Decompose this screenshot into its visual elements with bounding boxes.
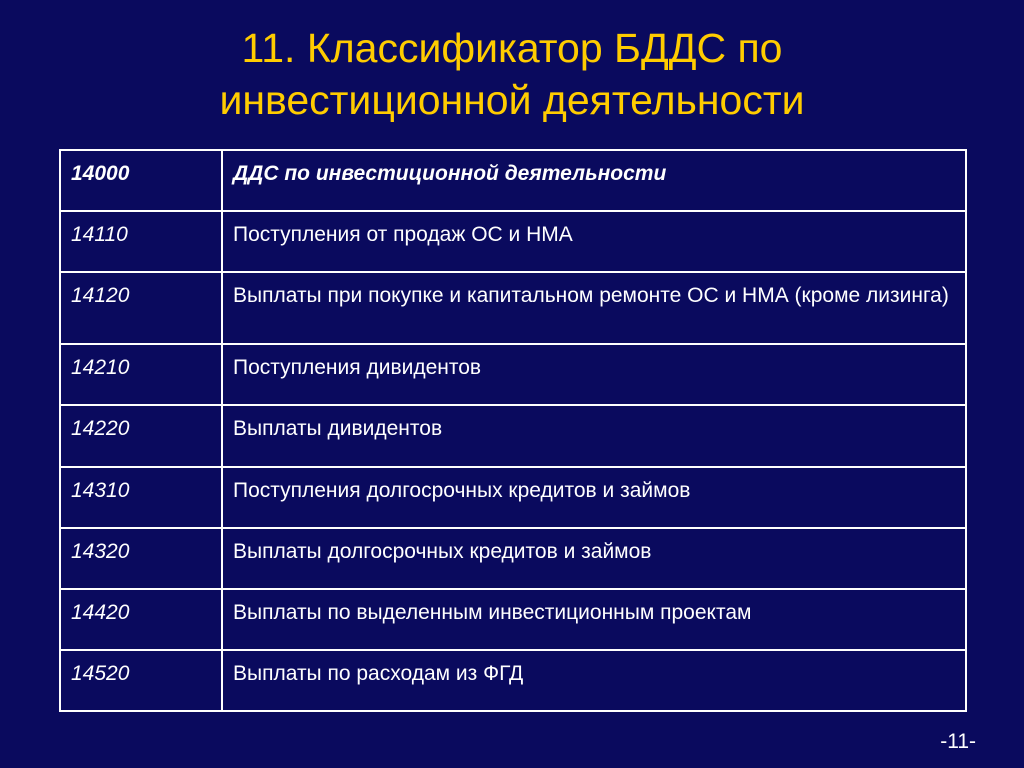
- table-cell-code: 14320: [60, 528, 222, 589]
- table-cell-description: Поступления дивидентов: [222, 344, 966, 405]
- table-row: [60, 650, 966, 711]
- page-number: -11-: [940, 730, 976, 753]
- title-line-1: 11. Классификатор БДДС по: [241, 25, 783, 71]
- table-cell-description: Выплаты долгосрочных кредитов и займов: [222, 528, 966, 589]
- table-cell-code: 14120: [60, 272, 222, 344]
- table-cell-description: Выплаты дивидентов: [222, 405, 966, 466]
- table-cell-description: Поступления от продаж ОС и НМА: [222, 211, 966, 272]
- table-row: [60, 528, 966, 589]
- table-cell-code: 14000: [60, 150, 222, 211]
- table-cell-code: 14420: [60, 589, 222, 650]
- page-title: [0, 22, 1024, 126]
- table-cell-code: 14520: [60, 650, 222, 711]
- classifier-table: [59, 149, 967, 712]
- table-cell-code: 14210: [60, 344, 222, 405]
- table-cell-description: Выплаты по выделенным инвестиционным проектам: [222, 589, 966, 650]
- table-cell-code: 14220: [60, 405, 222, 466]
- table-row: [60, 272, 966, 344]
- table-header-row: [60, 150, 966, 211]
- table-row: [60, 405, 966, 466]
- table-cell-description: Выплаты по расходам из ФГД: [222, 650, 966, 711]
- table-cell-description: ДДС по инвестиционной деятельности: [222, 150, 966, 211]
- table-row: [60, 589, 966, 650]
- table-cell-code: 14310: [60, 467, 222, 528]
- table-row: [60, 467, 966, 528]
- table-row: [60, 344, 966, 405]
- table-cell-description: Поступления долгосрочных кредитов и займов: [222, 467, 966, 528]
- table-cell-code: 14110: [60, 211, 222, 272]
- table-row: [60, 211, 966, 272]
- table-cell-description: Выплаты при покупке и капитальном ремонте ОС и НМА (кроме лизинга): [222, 272, 966, 344]
- title-line-2: инвестиционной деятельности: [219, 77, 805, 123]
